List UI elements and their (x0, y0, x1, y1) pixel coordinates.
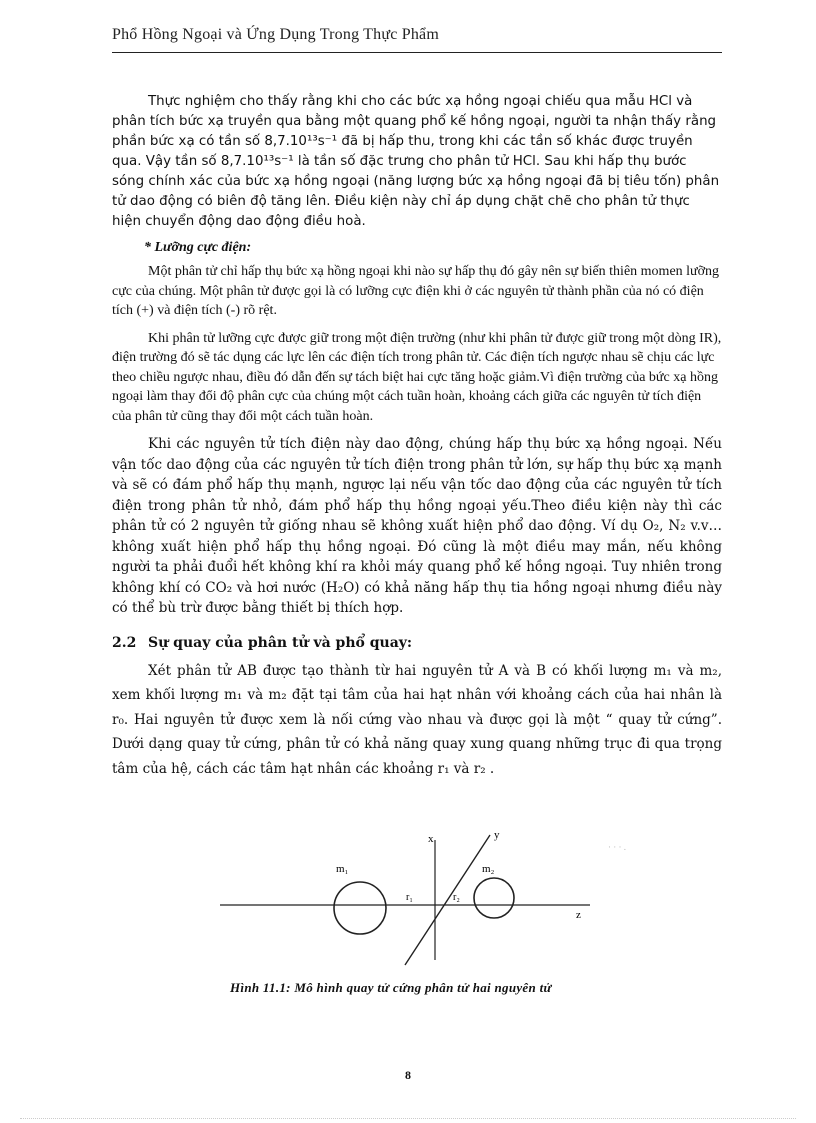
footer-divider (20, 1118, 796, 1119)
label-y: y (494, 829, 500, 841)
y-axis (405, 835, 490, 965)
label-m1: m₁ (336, 863, 349, 875)
subheading-dipole: * Lưỡng cực điện: (144, 240, 252, 255)
label-x: x (428, 833, 434, 845)
paragraph-dipole-definition: Một phân tử chỉ hấp thụ bức xạ hồng ngoại khi nào sự hấp thụ đó gây nên sự biến thiên momen lưỡng cực của chúng. Một phân tử được gọi là có lưỡng cực điện khi ở các nguyên tử thành phần của nó có điện tích (+) và điện tích (-) rõ rệt. (112, 264, 720, 318)
label-z: z (576, 909, 581, 921)
atom-m2-circle (474, 878, 514, 918)
faint-mark: · · · . (608, 842, 626, 852)
figure-caption: Hình 11.1: Mô hình quay tử cứng phân tử hai nguyên tử (230, 980, 552, 995)
label-r1: r₁ (406, 892, 413, 903)
page-header (112, 26, 722, 53)
paragraph-rigid-rotor: Xét phân tử AB được tạo thành từ hai nguyên tử A và B có khối lượng m₁ và m₂, xem khối lượng m₁ và m₂ đặt tại tâm của hai hạt nhân với khoảng cách của hai nhân là r₀. Hai nguyên tử được xem là nối cứng vào nhau và được gọi là một “ quay tử cứng”. Dưới dạng quay tử cứng, phân tử có khả năng quay xung quang những trục đi qua trọng tâm của hệ, cách các tâm hạt nhân các khoảng r₁ và r₂ . (112, 662, 722, 777)
atom-m1-circle (334, 882, 386, 934)
paragraph-hcl: Thực nghiệm cho thấy rằng khi cho các bức xạ hồng ngoại chiếu qua mẫu HCl và phân tích bức xạ truyền qua bằng một quang phổ kế hồng ngoại, người ta nhận thấy rằng phần bức xạ có tần số 8,7.10¹³s⁻¹ đã bị hấp thu, trong khi các tần số khác được truyền qua. Vậy tần số 8,7.10¹³s⁻¹ là tần số đặc trưng cho phân tử HCl. Sau khi hấp thụ bước sóng chính xác của bức xạ hồng ngoại (năng lượng bức xạ hồng ngoại đã bị tiêu tốn) phân tử dao động có biên độ tăng lên. Điều kiện này chỉ áp dụng chặt chẽ cho phân tử thực hiện chuyển động dao động điều hoà. (112, 94, 720, 229)
paragraph-vibration: Khi các nguyên tử tích điện này dao động, chúng hấp thụ bức xạ hồng ngoại. Nếu vận tốc dao động của các nguyên tử tích điện trong phân tử lớn, sự hấp thụ bức xạ mạnh và sẽ có đám phổ hấp thụ mạnh, ngược lại nếu vận tốc dao động của các nguyên tử tích điện trong phân tử nhỏ, đám phổ hấp thụ hồng ngoại yếu.Theo điều kiện này thì các phân tử có 2 nguyên tử giống nhau sẽ không xuất hiện phổ dao động. Ví dụ O₂, N₂ v.v… không xuất hiện phổ hấp thụ hồng ngoại. Đó cũng là một điều may mắn, nếu không người ta phải đuổi hết không khí ra khỏi máy quang phổ kế hồng ngoại. Tuy nhiên trong không khí có CO₂ và hơi nước (H₂O) có khả năng hấp thụ tia hồng ngoại nhưng điều này có thể bù trừ được bằng thiết bị thích hợp. (112, 436, 722, 616)
section-heading (112, 635, 722, 651)
page-content (112, 92, 722, 789)
label-m2: m₂ (482, 863, 495, 875)
label-r2: r₂ (453, 892, 460, 903)
page-number: 8 (405, 1068, 411, 1082)
header-title: Phổ Hồng Ngoại và Ứng Dụng Trong Thực Phẩm (112, 26, 439, 43)
paragraph-electric-field: Khi phân tử lưỡng cực được giữ trong một điện trường (như khi phân tử được giữ trong một dòng IR), điện trường đó sẽ tác dụng các lực lên các điện tích trong phân tử. Các điện tích ngược nhau sẽ chịu các lực theo chiều ngược nhau, điều đó dẫn đến sự tách biệt hai cực tăng hoặc giảm.Vì điện trường của bức xạ hồng ngoại làm thay đổi độ phân cực của chúng một cách tuần hoàn, khoảng cách giữa các nguyên tử tích điện của phân tử cũng thay đổi một cách tuần hoàn. (112, 330, 722, 424)
section-title: Sự quay của phân tử và phổ quay: (148, 634, 413, 651)
section-number: 2.2 (112, 634, 137, 651)
